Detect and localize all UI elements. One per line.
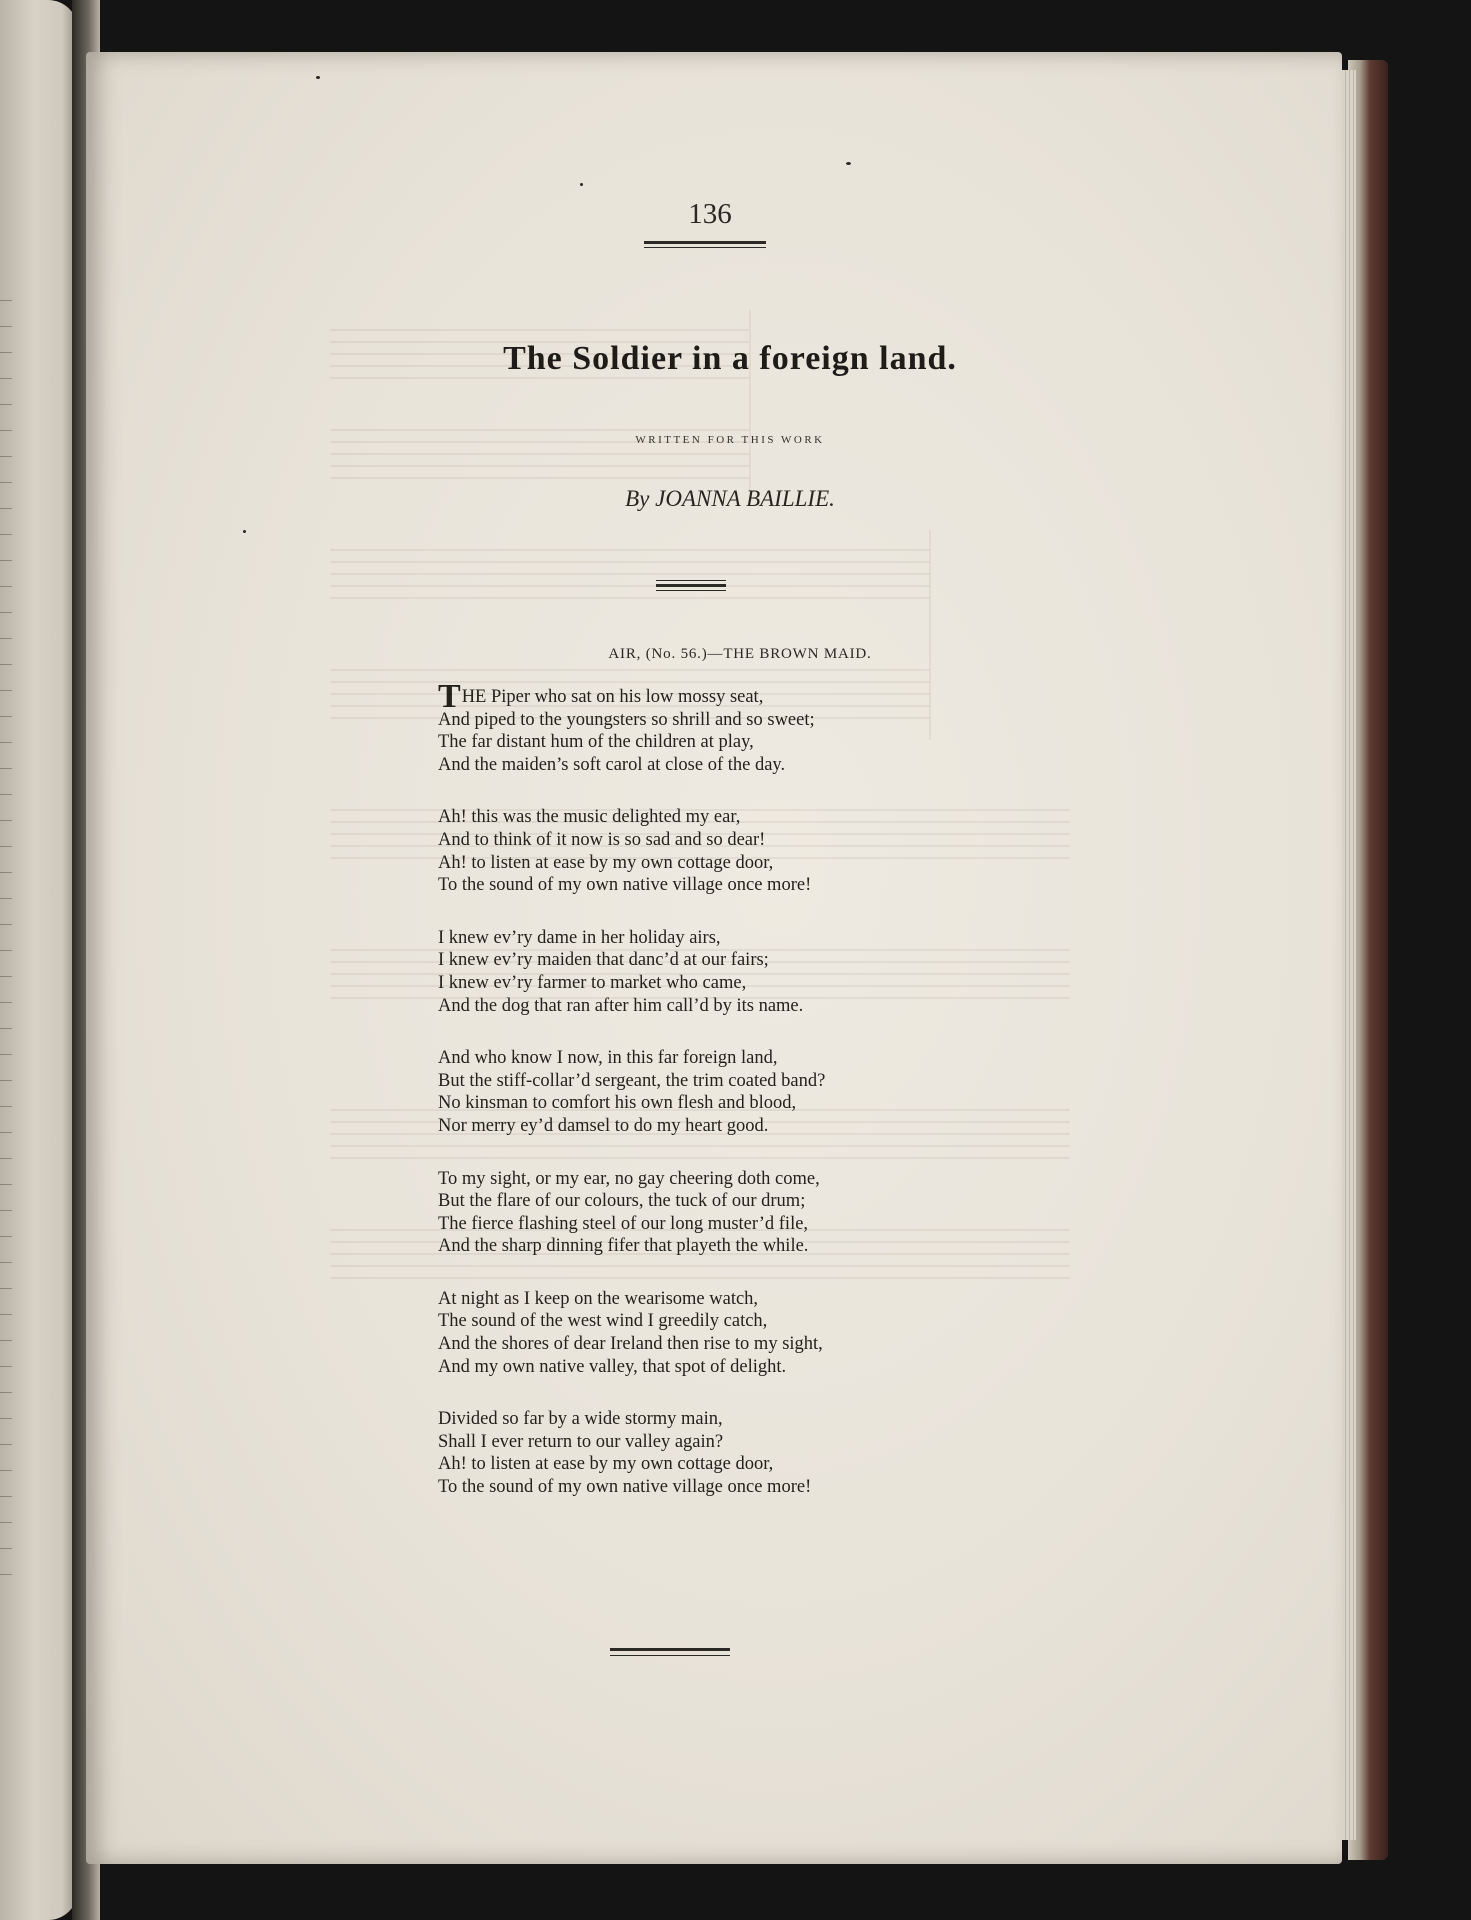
stanza	[438, 1408, 1138, 1498]
poem-line: And to think of it now is so sad and so dear!	[438, 829, 766, 850]
ink-speck	[580, 183, 583, 186]
first-line-text: HE Piper who sat on his low mossy seat,	[461, 687, 764, 707]
poem-line: To the sound of my own native village once more!	[438, 1477, 812, 1498]
poem-line: I knew ev’ry maiden that danc’d at our fairs;	[438, 950, 769, 971]
drop-cap: T	[438, 678, 461, 715]
poem-line: And the shores of dear Ireland then rise to my sight,	[438, 1334, 823, 1355]
author-line: By JOANNA BAILLIE.	[625, 486, 835, 511]
poem-line: But the stiff-collar’d sergeant, the trim coated band?	[438, 1070, 826, 1091]
stanza	[438, 806, 1138, 896]
poem-line: And the sharp dinning fifer that playeth the while.	[438, 1236, 809, 1257]
divider-thin-top	[656, 580, 726, 581]
poem-line: The fierce flashing steel of our long muster’d file,	[438, 1213, 809, 1234]
page-number-rule-thick	[644, 241, 766, 244]
ink-speck	[243, 530, 246, 533]
poem-line: Divided so far by a wide stormy main,	[438, 1409, 723, 1430]
poem-line: And the maiden’s soft carol at close of the day.	[438, 754, 786, 775]
poem-line: No kinsman to comfort his own flesh and blood,	[438, 1093, 797, 1114]
poem-line: To my sight, or my ear, no gay cheering doth come,	[438, 1168, 820, 1189]
poem-line: And the dog that ran after him call’d by its name.	[438, 995, 804, 1016]
poem-line: The sound of the west wind I greedily catch,	[438, 1311, 768, 1332]
stanza	[438, 1288, 1138, 1378]
poem-line: Ah! to listen at ease by my own cottage door,	[438, 852, 774, 873]
stanza	[438, 678, 1138, 776]
page-number-rule-thin	[644, 247, 766, 248]
ink-speck	[846, 162, 851, 165]
end-rule-thick	[610, 1648, 730, 1651]
poem-line: And who know I now, in this far foreign land,	[438, 1048, 778, 1069]
poem-line: But the flare of our colours, the tuck of our drum;	[438, 1191, 806, 1212]
poem-line-first	[438, 678, 1138, 715]
poem-line: At night as I keep on the wearisome watch,	[438, 1288, 759, 1309]
poem-line: And piped to the youngsters so shrill and so sweet;	[438, 709, 815, 730]
poem-line: I knew ev’ry dame in her holiday airs,	[438, 927, 721, 948]
poem-line: To the sound of my own native village once more!	[438, 875, 812, 896]
ink-speck	[316, 76, 320, 79]
poem-line: Nor merry ey’d damsel to do my heart good.	[438, 1115, 769, 1136]
poem-line: Ah! this was the music delighted my ear,	[438, 807, 741, 828]
subtitle: WRITTEN FOR THIS WORK	[635, 434, 825, 446]
air-heading: AIR, (No. 56.)—THE BROWN MAID.	[608, 646, 872, 662]
poem-line: The far distant hum of the children at play,	[438, 732, 754, 753]
stanza	[438, 1168, 1138, 1258]
divider-thin-bottom	[656, 590, 726, 591]
end-rule-thin	[610, 1655, 730, 1656]
divider-thick	[656, 584, 726, 587]
stanza	[438, 1047, 1138, 1137]
poem-line: Shall I ever return to our valley again?	[438, 1431, 724, 1452]
poem-line: I knew ev’ry farmer to market who came,	[438, 972, 747, 993]
page-number: 136	[688, 198, 732, 230]
poem-line: Ah! to listen at ease by my own cottage door,	[438, 1454, 774, 1475]
poem-body	[438, 678, 1138, 1529]
stanza	[438, 927, 1138, 1017]
poem-line: And my own native valley, that spot of delight.	[438, 1356, 787, 1377]
poem-title: The Soldier in a foreign land.	[503, 340, 957, 377]
